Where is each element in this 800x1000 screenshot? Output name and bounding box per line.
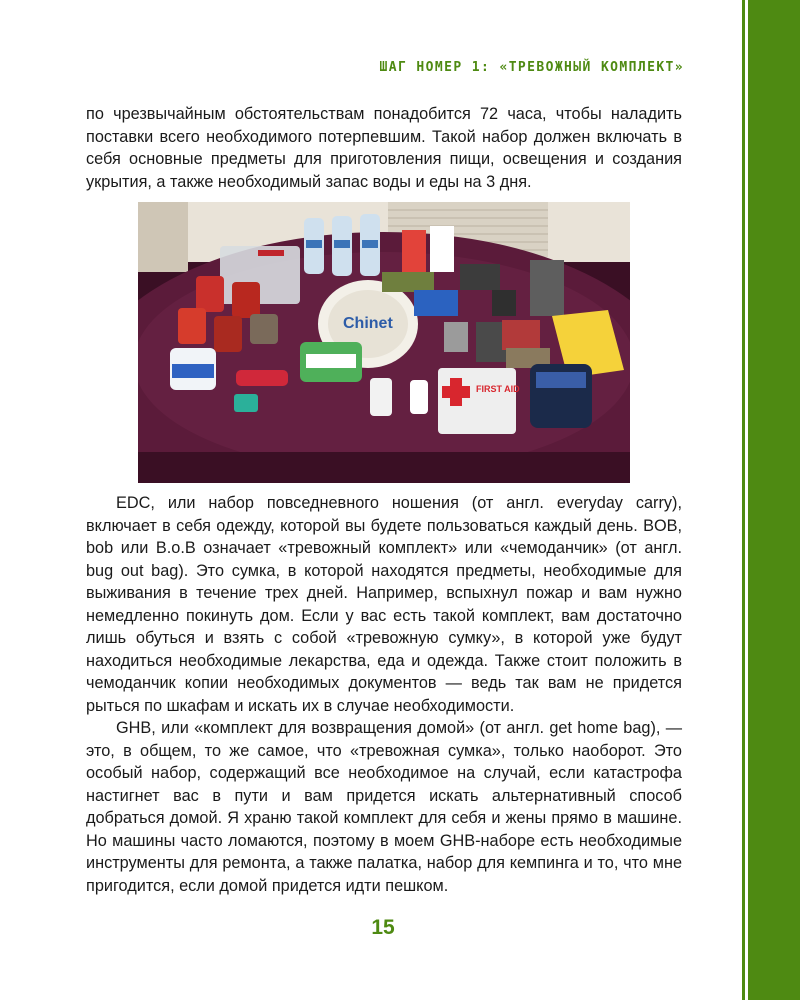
running-head: ШАГ НОМЕР 1: «ТРЕВОЖНЫЙ КОМПЛЕКТ» (379, 60, 684, 75)
page-edge-color-bar (748, 0, 800, 1000)
plates-label: Chinet (343, 315, 393, 332)
body-text (86, 492, 682, 897)
photo-illustration (138, 202, 630, 483)
paragraph-ghb: GHB, или «комплект для возвращения домой» (от англ. get home bag), — это, в общем, то же самое, что «тревожная сумка», только наоборот. Это особый набор, содержащий все необходимое на случай, если катастрофа настигнет вас в пути и вам придется искать альтернативный способ добраться домой. Я храню такой комплект для себя и жены прямо в машине. Но машины часто ломаются, поэтому в моем GHB-наборе есть необходимые инструменты для ремонта, а также палатка, набор для кемпинга и то, что мне пригодится, если домой придется идти пешком. (86, 719, 682, 895)
paragraph-edc-bob: EDC, или набор повседневного ношения (от англ. everyday carry), включает в себя одежду, которой вы будете пользоваться каждый день. BOB, bob или B.o.B означает «тревожный комплект» или «чемоданчик» (от англ. bug out bag). Это сумка, в которой находятся предметы, необходимые для выживания в течение трех дней. Например, вспыхнул пожар и вам нужно немедленно покинуть дом. Если у вас есть такой комплект, вам достаточно лишь обуться и взять с собой «тревожную сумку», в которой уже будут находиться необходимые лекарства, еда и одежда. Также стоит положить в чемоданчик копии необходимых документов — ведь так вам не придется рыться по шкафам и искать их в случае необходимости. (86, 494, 682, 715)
intro-paragraph (86, 103, 682, 193)
page-number: 15 (371, 916, 395, 939)
first-aid-label: FIRST AID (476, 384, 520, 394)
emergency-kit-photo (138, 202, 630, 483)
paragraph: по чрезвычайным обстоятельствам понадобится 72 часа, чтобы наладить поставки всего необходимого потерпевшим. Такой набор должен включать в себя основные предметы для приготовления пищи, освещения и создания укрытия, а также необходимый запас воды и еды на 3 дня. (86, 105, 682, 191)
